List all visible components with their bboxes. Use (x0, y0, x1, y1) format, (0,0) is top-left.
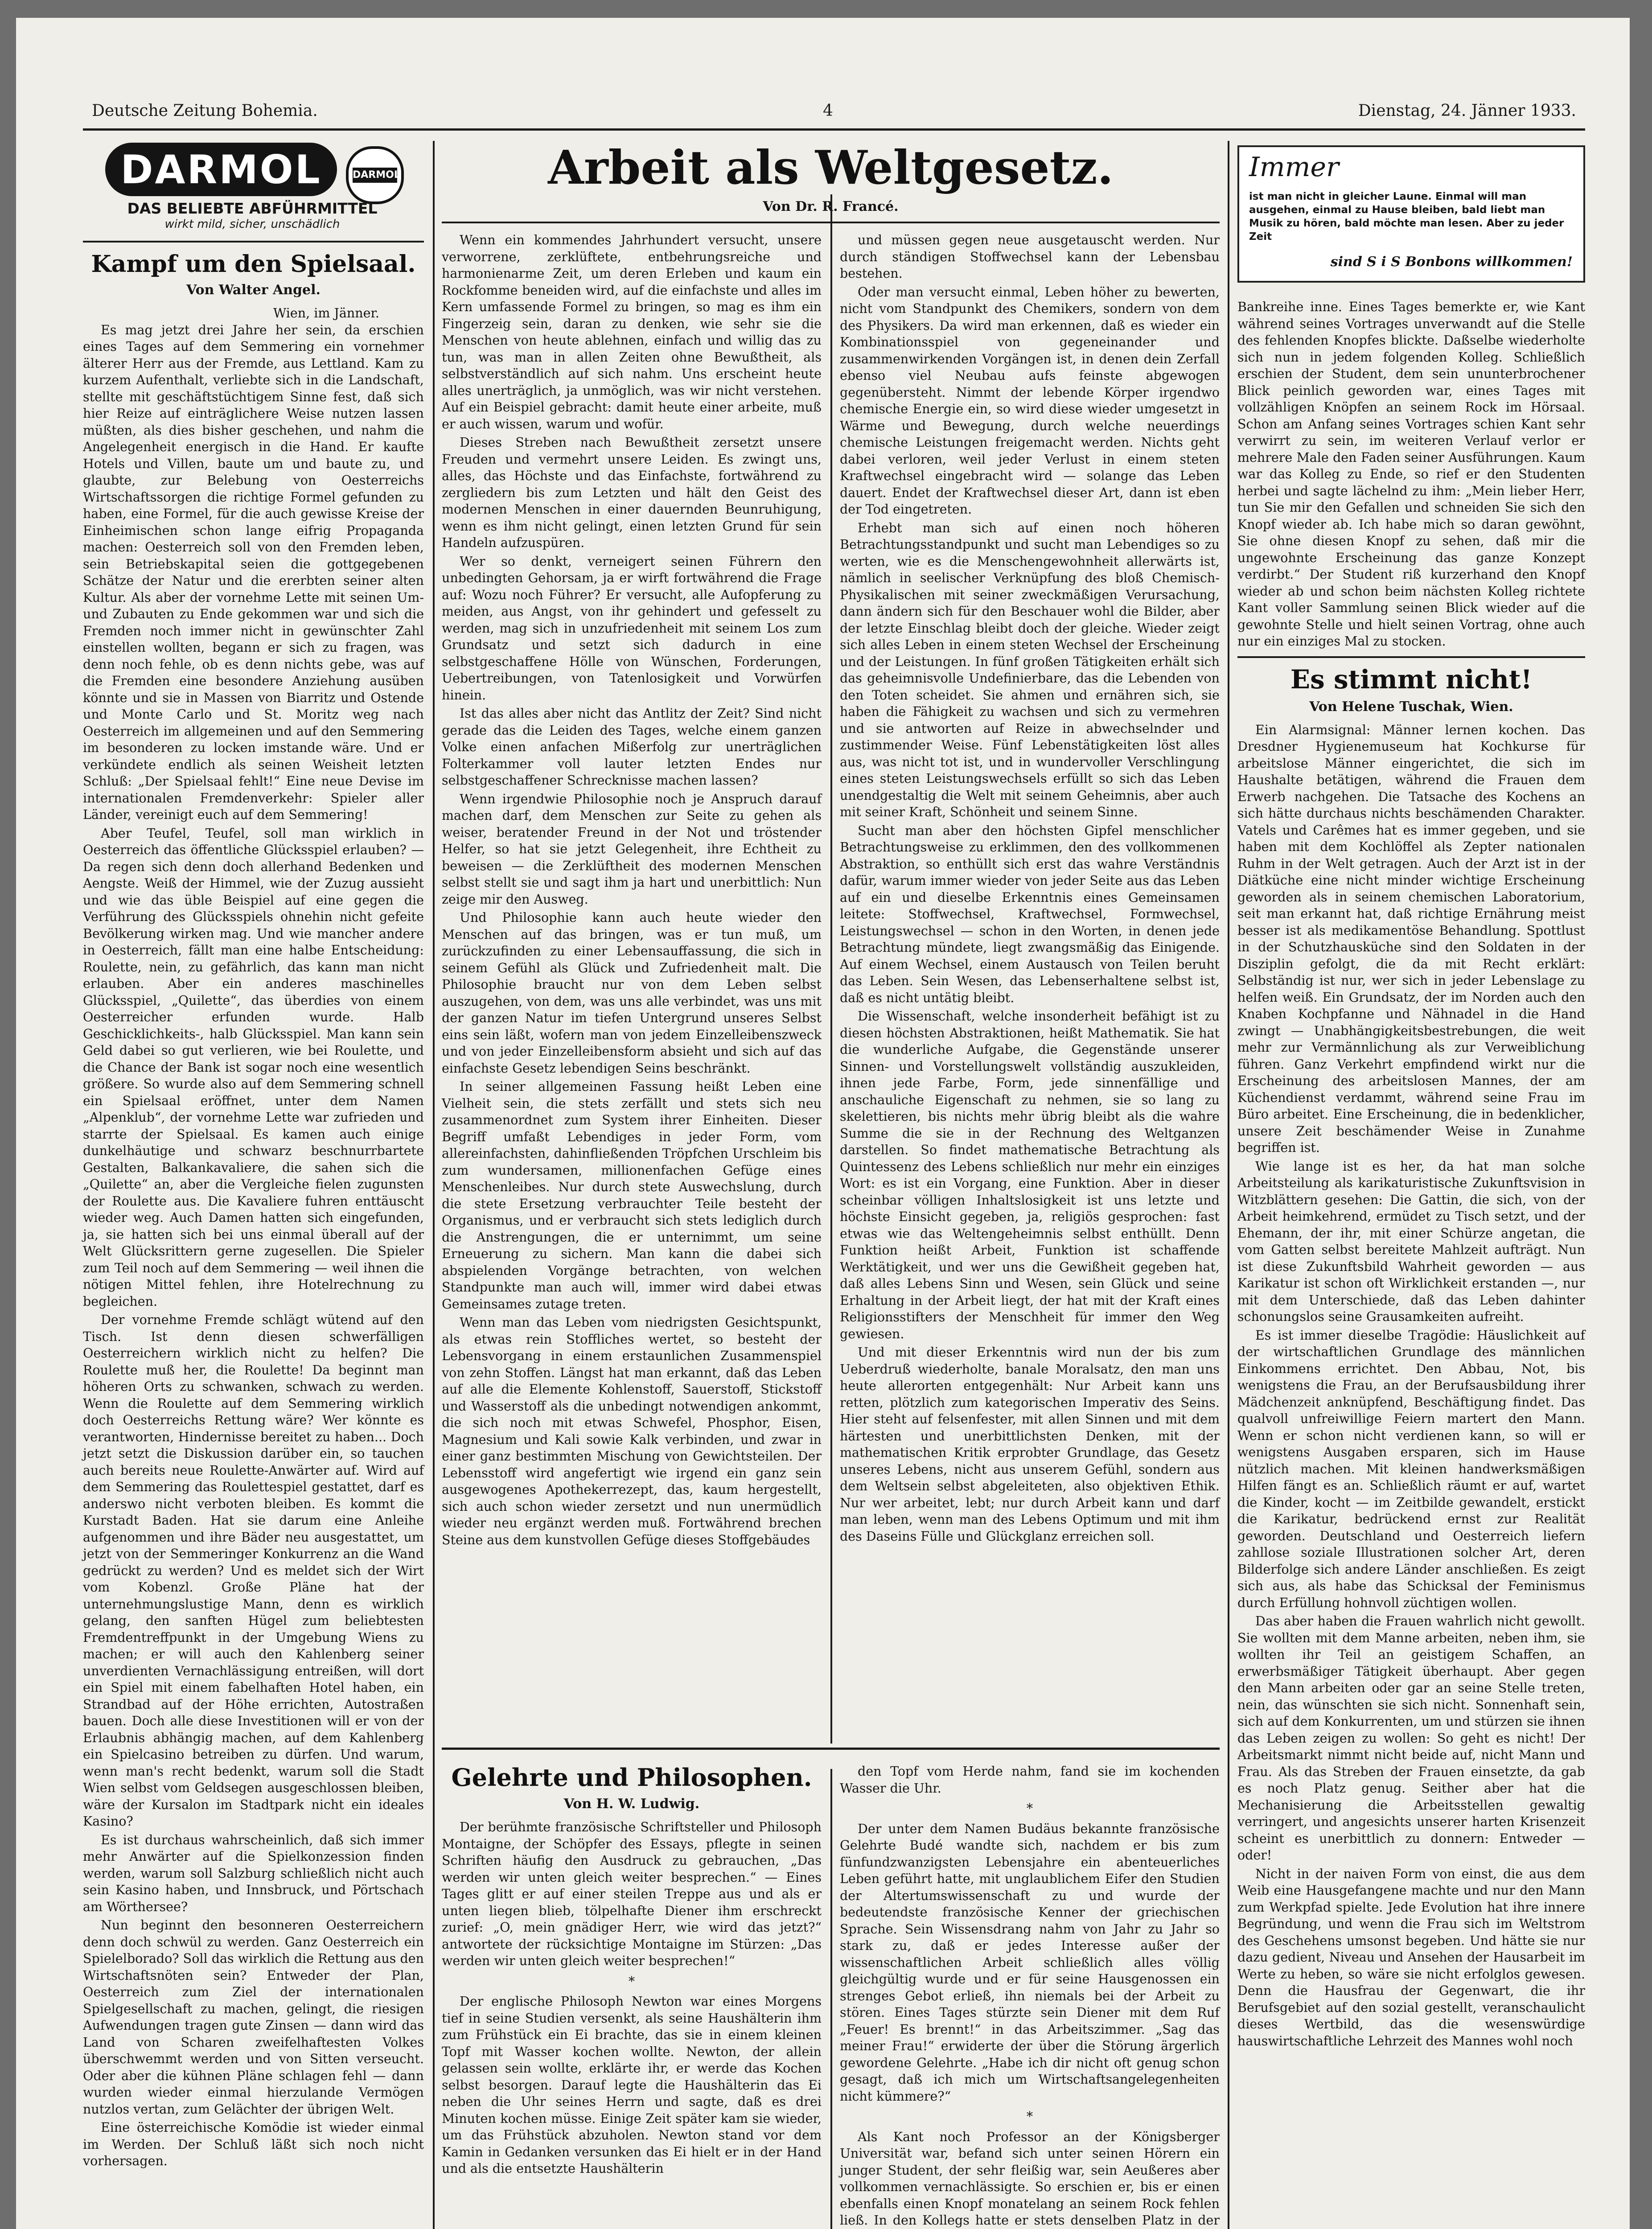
darmol-slogan: DAS BELIEBTE ABFÜHRMITTEL (127, 200, 378, 217)
column-1 (83, 141, 424, 2171)
arbeit-column-left (442, 232, 822, 1550)
darmol-subslogan: wirkt mild, sicher, unschädlich (164, 218, 340, 231)
arbeit-column-right (840, 232, 1220, 1546)
column-rule-2-bottom (830, 1769, 832, 2229)
divider (442, 222, 1220, 223)
paragraph: Wenn irgendwie Philosophie noch je Anspruch darauf machen darf, dem Menschen zur Seite zu gehen als weiser, beratender Freund in der Not und tröstender Helfer, so hat sie jetzt Gelegenheit, ihre Echtheit zu beweisen — die Zerklüftheit des modernen Menschen selbst stellt sie und sagt ihm ja hart und unerbittlich: Nun zeige mir den Ausweg. (442, 791, 822, 907)
divider (1237, 656, 1585, 658)
paragraph: Dieses Streben nach Bewußtheit zersetzt unsere Freuden und vermehrt unsere Leiden. Es zwingt uns, alles, das Höchste und das Einfachste, fortwährend zu zergliedern bis zum Letzten und hält den Geist des modernen Menschen in einer dauernden Beunruhigung, wenn es ihm nicht gelingt, einen letzten Grund für sein Handeln aufzuspüren. (442, 435, 822, 550)
paragraph: Der vornehme Fremde schlägt wütend auf den Tisch. Ist denn diesen schwerfälligen Oesterreichern wirklich nicht zu helfen? Die Roulette muß her, die Roulette! Da beginnt man höheren Orts zu schwanken, schwach zu werden. Wenn die Roulette auf dem Semmering wirklich doch Oesterreichs Rettung wäre? Wer könnte es verantworten, Hindernisse bereitet zu haben... Doch jetzt setzt die Diskussion darüber ein, so tauchen auch bereits neue Roulette-Anwärter auf. Wird auf dem Semmering das Roulettespiel gestattet, darf es anderswo nicht verboten bleiben. Es kommt die Kurstadt Baden. Hat sie darum eine Anleihe aufgenommen und ihre Bäder neu ausgestattet, um jetzt von der Semmeringer Konkurrenz an die Wand gedrückt zu werden? Und es meldet sich der Wirt vom Kobenzl. Große Pläne hat der unternehmungslustige Mann, denn es wirklich gelang, den sanften Hügel zum beliebtesten Fremdentreffpunkt in der Umgebung Wiens zu machen; er will auch den Kahlenberg seiner unverdienten Vernachlässigung entreißen, will dort ein Spiel mit einem fabelhaften Hotel haben, ein Strandbad auf der Höhe errichten, Autostraßen bauen. Doch alle diese Investitionen will er von der Erlaubnis abhängig machen, auf dem Kahlenberg ein Spielcasino betreiben zu dürfen. Und warum, wenn man's recht bedenkt, warum soll die Stadt Wien selbst vom Geldsegen ausgeschlossen bleiben, wäre der Kursalon im Stadtpark nicht ein ideales Kasino? (83, 1312, 424, 1829)
paragraph: Aber Teufel, Teufel, soll man wirklich in Oesterreich das öffentliche Glücksspiel erlauben? — Da regen sich denn doch allerhand Bedenken und Aengste. Weiß der Himmel, wie der Zuzug aussieht und wie das üble Beispiel auf eine gegen die Verführung des Glücksspiels ohnehin nicht gefeite Bevölkerung wirken mag. Und wie mancher andere in Oesterreich, fällt man eine halbe Entscheidung: Roulette, nein, zu gefährlich, das kann man nicht erlauben. Aber ein anderes maschinelles Glücksspiel, „Quilette“, das überdies von einem Oesterreicher erfunden wurde. Halb Geschicklichkeits-, halb Glücksspiel. Man kann sein Geld dabei so gut verlieren, wie bei Roulette, und die Chance der Bank ist sogar noch eine wesentlich größere. So wurde also auf dem Semmering schnell ein Spielsaal eröffnet, unter dem Namen „Alpenklub“, der vornehme Lette war zufrieden und starrte der Spielsaal. Es kamen auch einige dunkelhäutige und schwarz beschnurrbartete Gestalten, Balkankavaliere, die sahen sich die „Quilette“ an, aber die Vergleiche fielen zugunsten der Roulette aus. Die Kavaliere fuhren enttäuscht wieder weg. Auch Damen hatten sich eingefunden, ja, sie hatten sich bei uns einmal überall auf der Welt Glücksrittern gerne zugesellen. Die Spieler zum Teil noch auf dem Semmering — weil ihnen die nötigen Mittel fehlen, ihre Hotelrechnung zu begleichen. (83, 826, 424, 1309)
paragraph: In seiner allgemeinen Fassung heißt Leben eine Vielheit sein, die stets zerfällt und stets sich neu zusammenordnet zum System ihrer Einheiten. Dieser Begriff umfaßt Lebendiges in jeder Form, vom allereinfachsten, dahinfließenden Tröpfchen Urschleim bis zum wundersamen, millionenfachen Gefüge eines Menschenleibes. Nur durch stete Auswechslung, durch die stete Ersetzung verbrauchter Teile besteht der Organismus, und er verbraucht sich stets lediglich durch die Anstrengungen, die er unternimmt, um seine Erneuerung zu sichern. Man kann die dabei sich abspielenden Vorgänge betrachten, von welchen Standpunkte man auch will, immer wird dabei etwas Gemeinsames zutage treten. (442, 1079, 822, 1312)
paragraph: Wenn ein kommendes Jahrhundert versucht, unsere verworrene, zerklüftete, entbehrungsreiche und harmonienarme Zeit, um deren Erleben und kaum ein Rockfomme beneiden wird, auf die einfachste und alles im Kern umfassende Formel zu bringen, so mag es ihm ein Fingerzeig sein, daran zu denken, wie sehr sie die Menschen von heute ablehnen, einfach und willig das zu tun, was man in allen Zeiten ohne Bewußtheit, als selbstverständlich auf sich nahm. Uns erscheint heute alles unerträglich, ja unmöglich, was wir nicht verstehen. Auf ein Beispiel gebracht: damit heute einer arbeite, muß er auch wissen, warum und wofür. (442, 233, 822, 432)
article-body (442, 1819, 822, 2177)
column-rule-2-top (830, 194, 832, 1744)
article-body (840, 1763, 1220, 2229)
paragraph: Ist das alles aber nicht das Antlitz der Zeit? Sind nicht gerade das die Leiden des Tages, welche einem ganzen Volke einen anfachen Mißerfolg zur unerträglichen Folterkammer voll lauter letzten Endes nur selbstgeschaffener Schrecknisse machen lassen? (442, 706, 822, 788)
article-title: Es stimmt nicht! (1290, 664, 1533, 695)
darmol-brand: DARMOL (105, 143, 337, 196)
paragraph: Nicht in der naiven Form von einst, die aus dem Weib eine Hausgefangene machte und nur den Mann zum Werkpfad spielte. Jede Evolution hat ihre innere Begründung, und wenn die Frau sich im Weltstrom des Geschehens umsonst begeben. Und hätte sie nur dazu gedient, Niveau und Ansehen der Hausarbeit im Werte zu heben, so wäre sie nicht erfolglos gewesen. Denn die Hausfrau der Gegenwart, die ihr Berufsgebiet auf den sozial gestellt, veranschaulicht dieses Wertbild, das die wesenswürdige hauswirtschaftliche Lehrzeit des Mannes wohl noch (1237, 1866, 1585, 2048)
paragraph: Wer so denkt, verneigert seinen Führern den unbedingten Gehorsam, ja er wirft fortwährend die Frage auf: Wozu noch Führer? Er versucht, alle Aufopferung zu meiden, aus Angst, von ihr gehindert und gefesselt zu werden, mag sich in unzufriedenheit mit seinem Los zum Grundsatz und setzt sich dadurch in eine selbstgeschaffene Hölle von Wünschen, Forderungen, Uebertreibungen, von Tatenlosigkeit und Vorwürfen hinein. (442, 554, 822, 703)
dateline: Wien, im Jänner. (273, 306, 379, 321)
section-divider (442, 1748, 1220, 1750)
paragraph: Die Wissenschaft, welche insonderheit befähigt ist zu diesen höchsten Abstraktionen, heißt Mathematik. Sie hat die wunderliche Aufgabe, die Gegenstände unserer Sinnen- und Vorstellungswelt vollständig auszukleiden, ihnen jede Farbe, Form, jede sinnenfällige und anschauliche Eigenschaft zu nehmen, sie so lang zu skelettieren, bis nichts mehr übrig bleibt als die wahre Summe die sie in der Rechnung des Weltganzen darstellen. So findet mathematische Betrachtung als Quintessenz des Lebens schließlich nur mehr ein einziges Wort: es ist ein Vorgang, eine Funktion. Aber in dieser scheinbar völligen Inhaltslosigkeit ist uns letzte und höchste Einsicht gegeben, ja, religiös gesprochen: fast etwas wie das Weltengeheimnis selbst enthüllt. Denn Funktion heißt Arbeit, Funktion ist schaffende Werktätigkeit, und wer uns die Gewißheit gegeben hat, daß alles Lebens Sinn und Wesen, sein Glück und seine Erhaltung in der Arbeit liegt, der hat mit der Kraft eines Religionsstifters der Menschheit für immer den Weg gewiesen. (840, 1009, 1220, 1341)
immer-ad (1237, 145, 1585, 283)
paragraph: Der englische Philosoph Newton war eines Morgens tief in seine Studien versenkt, als seine Haushälterin ihm zum Frühstück ein Ei brachte, das sie in einem kleinen Topf mit Wasser kochen wollte. Newton, der allein gelassen sein wollte, erklärte ihr, er werde das Kochen selbst besorgen. Darauf legte die Haushälterin das Ei neben die Uhr seines Herrn und sagte, daß es drei Minuten kochen müsse. Einige Zeit später kam sie wieder, um das Frühstück abzuholen. Newton stand vor dem Kamin in Gedanken versunken das Ei hielt er in der Hand und als die entsetzte Haushälterin (442, 1994, 822, 2176)
center-block (442, 141, 1220, 230)
article-byline: Von Walter Angel. (186, 282, 321, 298)
paragraph: Eine österreichische Komödie ist wieder einmal im Werden. Der Schluß läßt sich noch nicht vorhersagen. (83, 2120, 424, 2168)
asterisk-separator-icon: * (1026, 2109, 1033, 2124)
paragraph: Der berühmte französische Schriftsteller und Philosoph Montaigne, der Schöpfer des Essays, pflegte in seinen Schriften häufig den Ausdruck zu gebrauchen, „Das werden wir unten gleich weiter besprechen.“ — Eines Tages glitt er auf einer steilen Treppe aus und als er unten liegen blieb, tölpelhafte Diener ihm erschreckt zurief: „O, mein gnädiger Herr, wie wird das jetzt?“ antwortete der rücksichtige Montaigne im Stürzen: „Das werden wir unten gleich weiter besprechen!“ (442, 1820, 822, 1968)
article-title: Gelehrte und Philosophen. (451, 1763, 812, 1792)
article-byline: Von H. W. Ludwig. (563, 1796, 700, 1812)
article-body (1237, 722, 1585, 2050)
darmol-ad (83, 141, 424, 234)
paragraph: Sucht man aber den höchsten Gipfel menschlicher Betrachtungsweise zu erklimmen, den des vollkommenen Abstraktion, so enthüllt sich erst das wahre Verständnis dafür, warum immer wieder von jeder Seite aus das Leben auf ein und dieselbe Erkenntnis eines Gemeinsamen leitete: Stoffwechsel, Kraftwechsel, Formwechsel, Leistungswechsel — schon in den Worten, in denen jede Betrachtung mündete, liegt zwangsmäßig das Einigende. Auf einem Wechsel, einem Austausch von Teilen beruht das Leben. Sein Wesen, das Lebenserhaltene selbst ist, daß es nicht untätig bleibt. (840, 823, 1220, 1005)
paragraph: Bankreihe inne. Eines Tages bemerkte er, wie Kant während seines Vortrages unverwandt auf die Stelle des fehlenden Knopfes blickte. Daßselbe wiederholte sich nun in jedem folgenden Kolleg. Schließlich erschien der Student, dem sein ununterbrochener Blick peinlich geworden war, eines Tages mit vollzähligen Knöpfen an seinem Rock im Hörsaal. Schon am Anfang seines Vortrages schien Kant sehr verwirrt zu sein, im weiteren Verlauf verlor er mehrere Male den Faden seiner Ausführungen. Kaum war das Kolleg zu Ende, so rief er den Studenten herbei und sagte lächelnd zu ihm: „Mein lieber Herr, tun Sie mir den Gefallen und schneiden Sie sich den Knopf wieder ab. Ich habe mich so daran gewöhnt, Sie ohne diesen Knopf zu sehen, daß mir die ungewohnte Erscheinung das ganze Konzept verdirbt.“ Der Student riß kurzerhand den Knopf wieder ab und schon beim nächsten Kolleg richtete Kant voller Sammlung seinen Blick wieder auf die gewohnte Stelle und hielt seinen Vortrag, ohne auch nur ein einziges Mal zu stocken. (1237, 300, 1585, 649)
article-body (1237, 299, 1585, 650)
column-rule-1 (433, 141, 435, 2229)
page-number: 4 (823, 102, 833, 120)
gelehrte-column-right (840, 1763, 1220, 2229)
paragraph: Als Kant noch Professor an der Königsberger Universität war, befand sich unter seinen Hörern ein junger Student, der sehr fleißig war, sein Aeußeres aber vollkommen vernachlässigte. So erschien er, bis er einen ebenfalls einen Knopf monatelang an seinem Rock fehlen ließ. In den Kollegs hatte er stets denselben Platz in der (840, 2129, 1220, 2228)
paragraph: Das aber haben die Frauen wahrlich nicht gewollt. Sie wollten mit dem Manne arbeiten, neben ihm, sie wollten ihr Teil an geistigem Schaffen, an erwerbsmäßiger Tätigkeit überhaupt. Aber gegen den Mann arbeiten oder gar an seine Stelle treten, nein, das wünschten sie sich nicht. Sonnenhaft sein, sich auf dem Konkurrenten, um und stürzen sie ihnen das Leben zeigen zu wollen: So geht es nicht! Der Arbeitsmarkt nimmt nicht beide auf, nicht Mann und Frau. Als das Streben der Frauen einsetzte, da gab es noch Platz genug. Seither aber hat die Mechanisierung die Arbeitsstellen gewaltig verringert, und angesichts unserer harten Krisenzeit scheint es unerbittlich zu donnern: Entweder — oder! (1237, 1614, 1585, 1863)
article-body (83, 322, 424, 2170)
gelehrte-column-left (442, 1763, 822, 2179)
paragraph: Wie lange ist es her, da hat man solche Arbeitsteilung als karikaturistische Zukunftsvision in Witzblättern gesehen: Die Gattin, die sich, von der Arbeit heimkehrend, ermüdet zu Tisch setzt, und der Ehemann, der ihr, mit einer Schürze angetan, die vom Gatten selbst bereitete Mahlzeit aufträgt. Nun ist diese Zukunftsbild Wahrheit geworden — aus Karikatur ist schon oft Wirklichkeit erstanden —, nur mit dem Unterschiede, daß das Leben dahinter schonungslos seine Grausamkeiten aufreiht. (1237, 1159, 1585, 1324)
article-body (840, 232, 1220, 1545)
article-byline: Von Dr. R. Francé. (763, 199, 899, 214)
paragraph: Es ist durchaus wahrscheinlich, daß sich immer mehr Anwärter auf die Spielkonzession finden werden, warum soll Salzburg schließlich nicht auch sein Kasino haben, und Innsbruck, und Pörtschach am Wörthersee? (83, 1832, 424, 1914)
paragraph: Nun beginnt den besonneren Oesterreichern denn doch schwül zu werden. Ganz Oesterreich ein Spielelborado? Soll das wirklich die Rettung aus den Wirtschaftsnöten sein? Entweder der Plan, Oesterreich zum Ziel der internationalen Spielgesellschaft zu machen, gelingt, die riesigen Aufwendungen tragen gute Zinsen — dann wird das Land von Scharen zweifelhaftesten Volkes überschwemmt werden und von Sitten verseucht. Oder aber die kühnen Pläne schlagen fehl — dann wurden wieder einmal hierzulande Vermögen nutzlos vertan, zum Gelächter der übrigen Welt. (83, 1918, 424, 2117)
paragraph: Oder man versucht einmal, Leben höher zu bewerten, nicht vom Standpunkt des Chemikers, sondern von dem des Physikers. Da wird man erkennen, daß es wieder ein Kombinationsspiel von gegeneinander und zusammenwirkenden Vorgängen ist, in denen dein Zerfall ebenso viel Neubau aufs feinste abgewogen gegenübersteht. Nimmt der lebende Körper irgendwo chemische Energie ein, so wird diese wieder umgesetzt in Wärme und Bewegung, durch welche neuerdings chemische Leistungen freigemacht werden. Nichts geht dabei verloren, weil jeder Verlust in einem steten Kraftwechsel eingebracht wird — solange das Leben dauert. Endet der Kraftwechsel dieser Art, dann ist eben der Tod eingetreten. (840, 284, 1220, 517)
article-title: Kampf um den Spielsaal. (91, 251, 416, 278)
paragraph: Erhebt man sich auf einen noch höheren Betrachtungsstandpunkt und sucht man Lebendiges so zu werten, wie es die Menschengewohnheit allerwärts ist, nämlich in seelischer Verknüpfung des bloß Chemisch-Physikalischen mit seiner zweckmäßigen Verursachung, dann ändern sich für den Beschauer wohl die Bilder, aber der letzte Einschlag bleibt doch der gleiche. Wieder zeigt sich alles Leben in einem steten Wechsel der Erscheinung und der Leistungen. In fünf großen Tätigkeiten erhält sich das geheimnisvolle Undefinierbare, das die Lebenden von den Toten scheidet. Sie ahmen und ernähren sich, sie haben die Fähigkeit zu wachsen und sich zu vermehren und sie antworten auf Reize in abwechselnder und zustimmender Weise. Fünf Lebenstätigkeiten löst alles aus, was nicht tot ist, und in wundervoller Verschlingung eines steten Leistungswechsels erfüllt so sich das Leben unendgestaltig die Welt mit seinem Geheimnis, aber auch mit seiner Kraft, Schönheit und seinem Sinne. (840, 520, 1220, 819)
newspaper-name: Deutsche Zeitung Bohemia. (92, 102, 318, 120)
paragraph: den Topf vom Herde nahm, fand sie im kochenden Wasser die Uhr. (840, 1764, 1220, 1796)
paragraph: Der unter dem Namen Budäus bekannte französische Gelehrte Budé wandte sich, nachdem er bis zum fünfundzwanzigsten Lebensjahre ein abenteuerliches Leben geführt hatte, mit unglaublichem Eifer den Studien der Altertumswissenschaft zu und wurde der bedeutendste französische Kenner der griechischen Sprache. Sein Wissensdrang nahm von Jahr zu Jahr so stark zu, daß er jedes Interesse außer der wissenschaftlichen Arbeit schließlich alles völlig gleichgültig wurde und er für seine Hausgenossen ein strenges Gebot erließ, ihn niemals bei der Arbeit zu stören. Eines Tages stürzte sein Diener mit dem Ruf „Feuer! Es brennt!“ in das Arbeitszimmer. „Sag das meiner Frau!“ erwiderte der über die Störung ärgerlich gewordene Gelehrte. „Habe ich dir nicht oft genug schon gesagt, daß ich mich um Wirtschaftsangelegenheiten nicht kümmere?“ (840, 1821, 1220, 2104)
issue-date: Dienstag, 24. Jänner 1933. (1358, 102, 1576, 120)
asterisk-separator-icon: * (628, 1974, 635, 1989)
immer-ad-title: Immer (1249, 152, 1339, 183)
darmol-seal-icon: DARMOL (346, 146, 404, 204)
paragraph: Es ist immer dieselbe Tragödie: Häuslichkeit auf der wirtschaftlichen Grundlage des männlichen Einkommens errichtet. Den Abbau, Not, bis wenigstens die Frau, an der Berufsausbildung ihrer Mädchenzeit anknüpfend, Beschäftigung findet. Das qualvoll unfreiwillige Feiern martert den Mann. Wenn er schon nicht verdienen kann, so will er wenigstens Ausgaben ersparen, sich im Hause nützlich machen. Mit kleinen handwerksmäßigen Hilfen fängt es an. Schließlich räumt er auf, wartet die Kinder, kocht — im Zeitbilde gewandelt, erstickt die Karikatur, bedrückend ernst zur Realität geworden. Deutschland und Oesterreich liefern zahllose soziale Illustrationen solcher Art, deren Bilderfolge sich andere Länder anschließen. Es zeigt sich aus, als habe das Schicksal der Feminismus durch Erfüllung hohnvoll züchtigen wollen. (1237, 1328, 1585, 1610)
column-4 (1237, 141, 1585, 2051)
paragraph: Und mit dieser Erkenntnis wird nun der bis zum Ueberdruß wiederholte, banale Moralsatz, den man uns heute allerorten entgegenhält: Nur Arbeit kann uns retten, plötzlich zum kategorischen Imperativ des Seins. Hier steht auf felsenfester, mit allen Sinnen und mit dem härtesten und unerbittlichsten Denken, mit der mathematischen Kritik erprobter Grundlage, das Gesetz unseres Lebens, nicht aus unserem Gefühl, sondern aus dem Weltsein selbst abgeleiteten, also objektiven Ethik. Nur wer arbeitet, lebt; nur durch Arbeit kann und darf man leben, wenn man des Lebens Optimum und mit ihm des Daseins Fülle und Glückglanz erreichen soll. (840, 1345, 1220, 1544)
column-rule-3 (1228, 141, 1229, 2229)
article-body (442, 232, 822, 1548)
immer-ad-slogan: sind S i S Bonbons willkommen! (1330, 254, 1573, 270)
divider (83, 241, 424, 243)
newspaper-page (16, 18, 1630, 2229)
paragraph: Es mag jetzt drei Jahre her sein, da erschien eines Tages auf dem Semmering ein vornehmer älterer Herr aus der Fremde, aus Lettland. Kam zu kurzem Aufenthalt, verliebte sich in die Landschaft, stellte mit geschäftstüchtigem Sinne fest, daß sich hier Reize auf einträglichere Weise nutzen lassen müßten, als dies bisher geschehen, und nahm die Angelegenheit energisch in die Hand. Er kaufte Hotels und Villen, baute um und baute zu, und glaubte, zur Belebung von Oesterreichs Wirtschaftssorgen die richtige Formel gefunden zu haben, eine Formel, für die auch gewisse Kreise der Einheimischen schon lange eifrig Propaganda machen: Oesterreich soll von den Fremden leben, sein Betriebskapital seien die gottgegebenen Schätze der Natur und die ererbten seiner alten Kultur. Als aber der vornehme Lette mit seinen Um- und Zubauten zu Ende gekommen war und sich die Fremden noch immer nicht in gewünschter Zahl einstellen wollten, begann er sich zu fragen, was denn noch fehle, ob es denn nichts gebe, was auf die Fremden eine besondere Anziehung ausüben könnte und sie in Massen von Biarritz und Ostende und Monte Carlo und St. Moritz weg nach Oesterreich im allgemeinen und auf den Semmering im besonderen zu locken imstande wäre. Und er verkündete endlich als seinen Weisheit letzten Schluß: „Der Spielsaal fehlt!“ Eine neue Devise im internationalen Fremdenverkehr: Spieler aller Länder, vereinigt euch auf dem Semmering! (83, 322, 424, 822)
running-header (83, 97, 1585, 131)
paragraph: und müssen gegen neue ausgetauscht werden. Nur durch ständigen Stoffwechsel kann der Lebensbau bestehen. (840, 233, 1220, 281)
paragraph: Ein Alarmsignal: Männer lernen kochen. Das Dresdner Hygienemuseum hat Kochkurse für arbeitslose Männer eingerichtet, die sich im Haushalte betätigen, während die Frauen dem Erwerb nachgehen. Die Tatsache des Kochens an sich hätte durchaus nichts beschämenden Charakter. Vatels und Carêmes hat es immer gegeben, und sie haben mit dem Kochlöffel als Zepter nationalen Ruhm in der Welt getragen. Auch der Arzt ist in der Diätküche eine nicht minder wichtige Erscheinung geworden als in seinem chemischen Laboratorium, seit man erkannt hat, daß richtige Ernährung meist besser ist als medikamentöse Behandlung. Spottlust in der Schutzhausküche sind den Soldaten in der Disziplin gefolgt, die da mit Recht erklärt: Selbständig ist nur, wer sich in jeder Lebenslage zu helfen weiß. Ein Grundsatz, der im Norden auch den Knaben Kochpfanne und Nähnadel in die Hand zwingt — Unabhängigkeitsbestrebungen, die weit mehr zur Vermännlichung als zur Verweiblichung führen. Ganz Verkehrt empfindend wirkt nur die Erscheinung des arbeitslosen Mannes, der am Küchendienst verdammt, während seine Frau im Büro arbeitet. Eine Erscheinung, die in bedenklicher, unsere Zeit beschämender Weise in Zunahme begriffen ist. (1237, 722, 1585, 1155)
article-title: Arbeit als Weltgesetz. (548, 140, 1114, 195)
article-byline: Von Helene Tuschak, Wien. (1309, 699, 1513, 715)
paragraph: Wenn man das Leben vom niedrigsten Gesichtspunkt, als etwas rein Stoffliches wertet, so besteht der Lebensvorgang in einem erstaunlichen Zusammenspiel von zehn Stoffen. Längst hat man erkannt, daß das Leben auf alle die Elemente Kohlenstoff, Sauerstoff, Stickstoff und Wasserstoff als die unbedingt notwendigen ankommt, die sich noch mit etwas Schwefel, Phosphor, Eisen, Magnesium und Kali sowie Kalk verbinden, und zwar in einer ganz bestimmten Mischung von Gewichtsteilen. Der Lebensstoff wird angefertigt wie irgend ein ganz sein ausgewogenes Apothekerrezept, das, kaum hergestellt, sich auch schon wieder zersetzt und nun unermüdlich wieder neu ergänzt werden muß. Fortwährend brechen Steine aus dem kunstvollen Gefüge dieses Stoffgebäudes (442, 1315, 822, 1547)
paragraph: Und Philosophie kann auch heute wieder den Menschen auf das bringen, was er tun muß, um zurückzufinden zu einer Lebensauffassung, die sich in seinem Gefühl als Glück und Zufriedenheit malt. Die Philosophie braucht nur von dem Leben selbst auszugehen, von dem, was uns alle verbindet, was uns mit der ganzen Natur im tiefen Untergrund unseres Selbst eins sein läßt, wofern man von jedem Einzelleibenszweck und von jeder Einzelleibensform absieht und sich auf das einfachste Gesetz lebendigen Seins beschränkt. (442, 910, 822, 1076)
immer-ad-text: ist man nicht in gleicher Laune. Einmal will man ausgehen, einmal zu Hause bleiben, bald liebt man Musik zu hören, bald möchte man lesen. Aber zu jeder Zeit (1249, 191, 1564, 243)
asterisk-separator-icon: * (1026, 1801, 1033, 1816)
